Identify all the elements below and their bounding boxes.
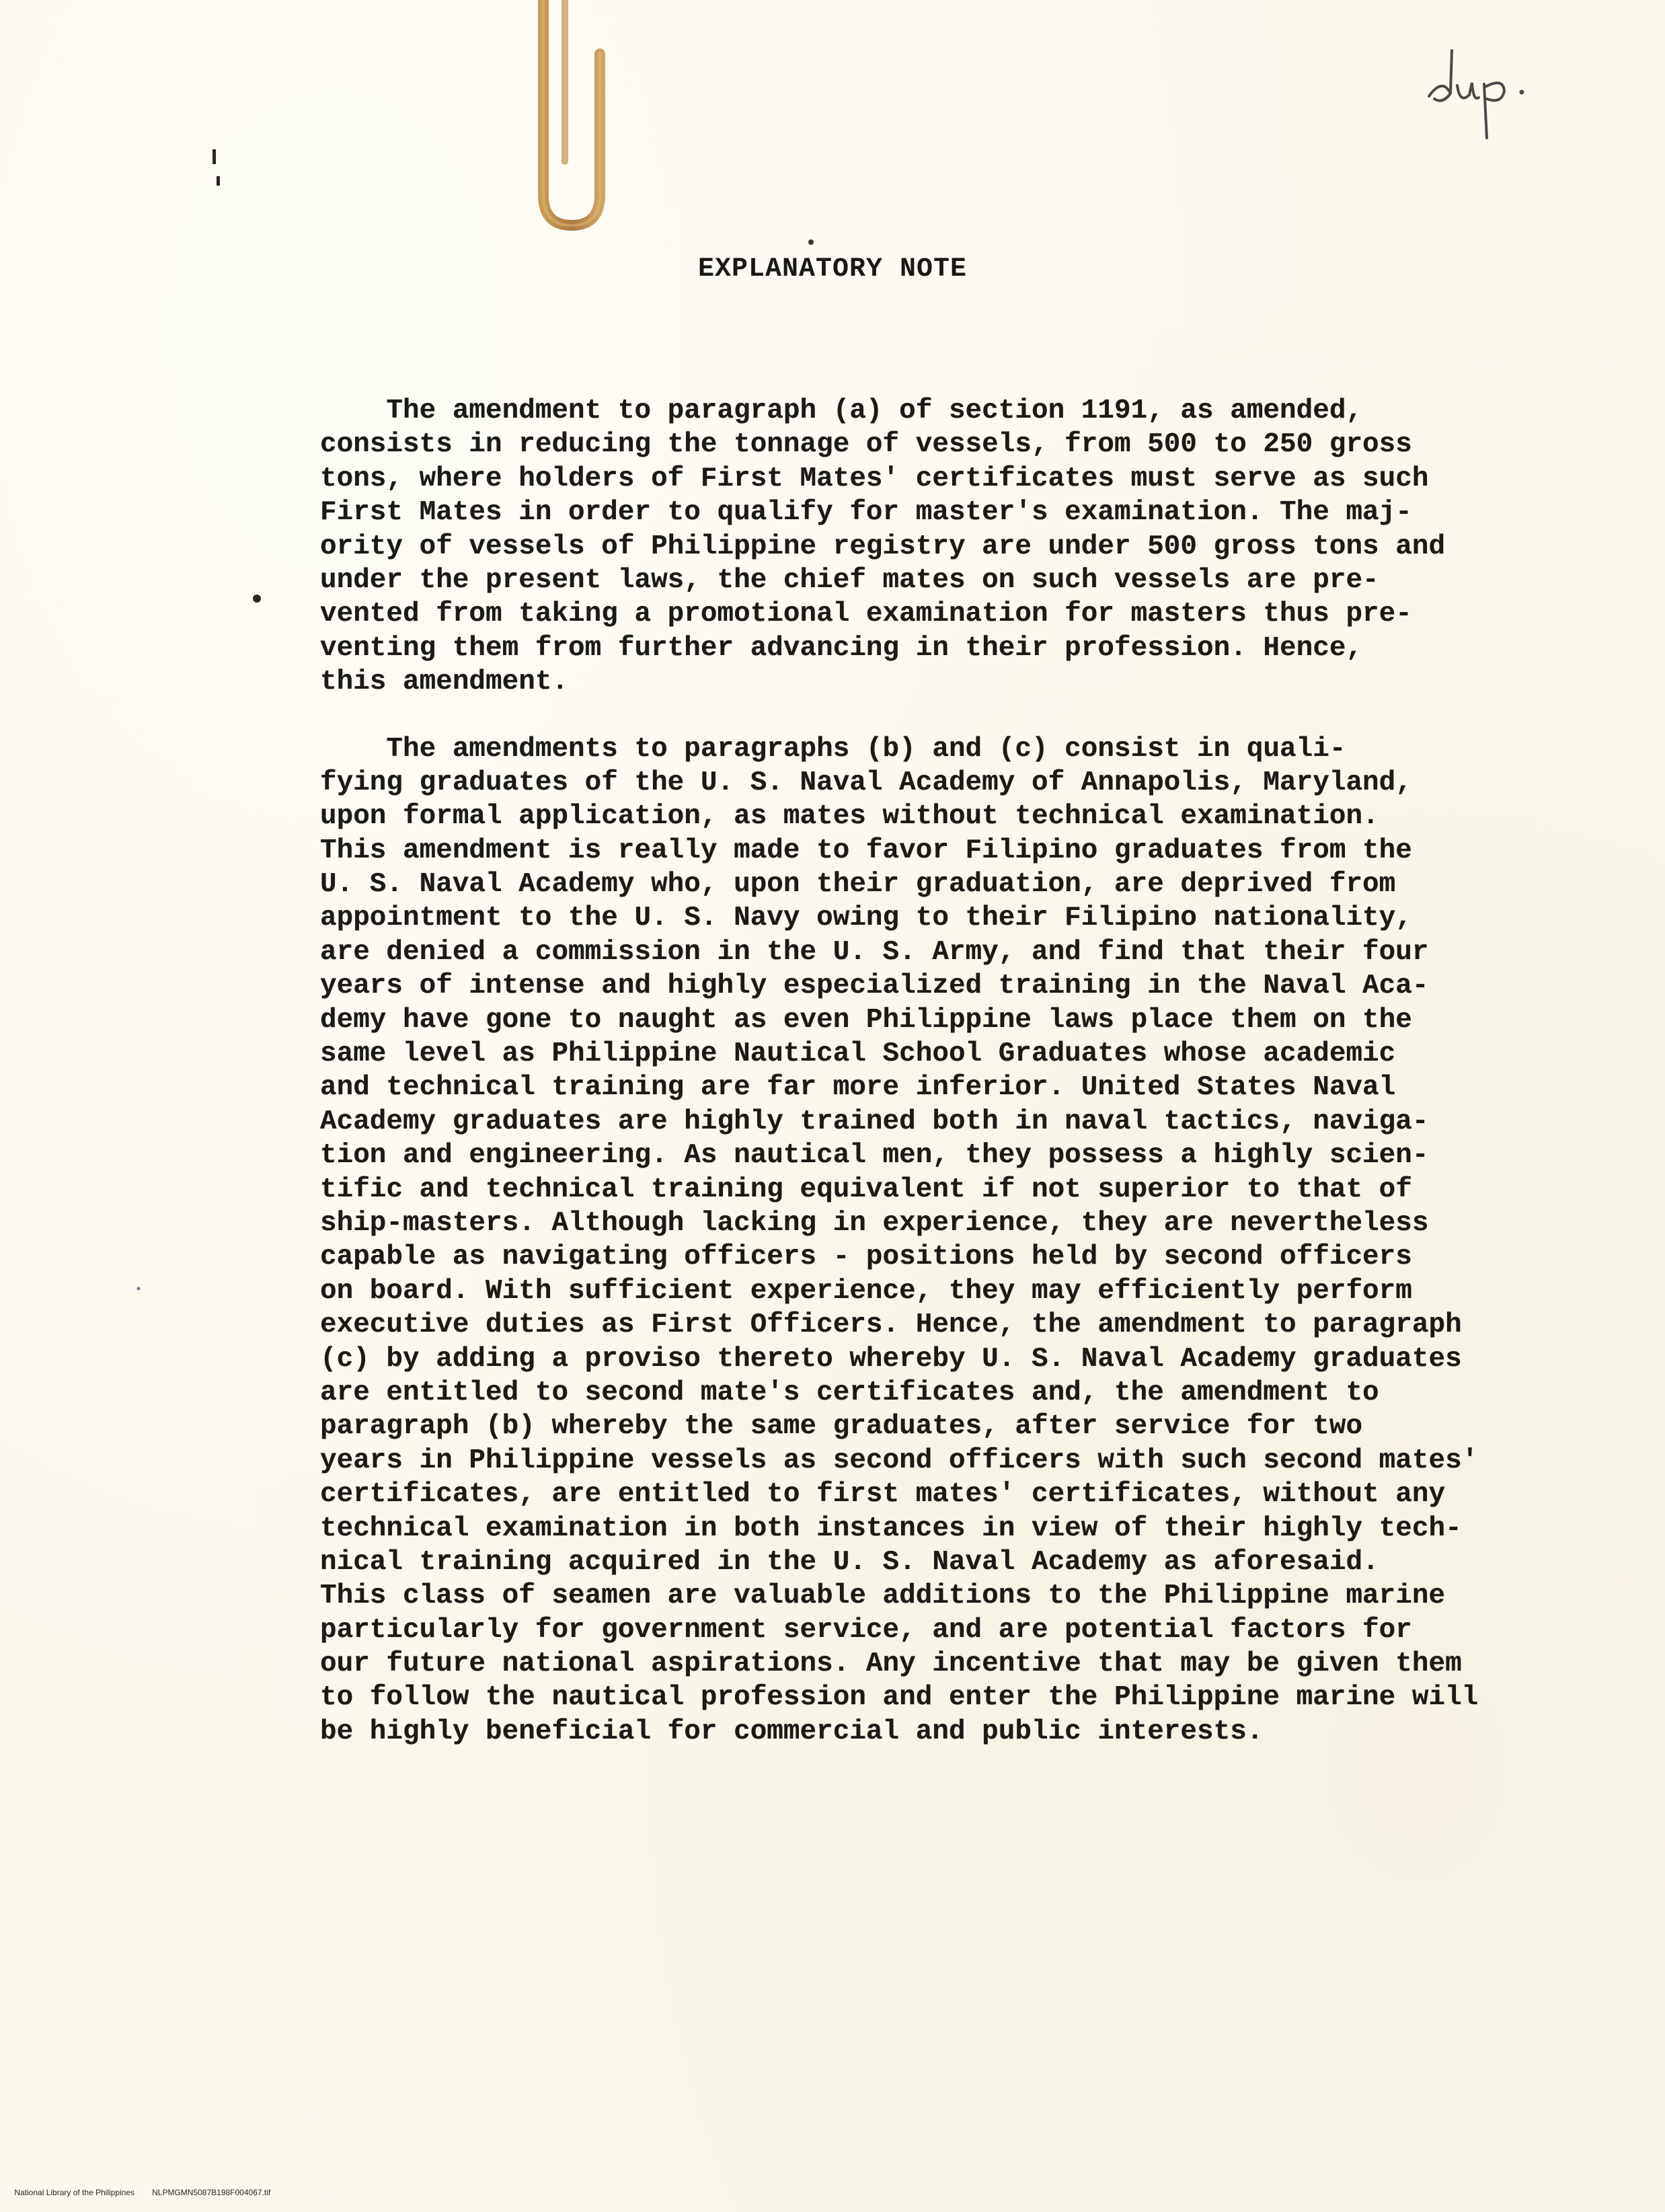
handwritten-annotation (1422, 37, 1530, 145)
text-line: This amendment is really made to favor Filipino graduates from the (320, 835, 1412, 866)
text-line: Academy graduates are highly trained both in naval tactics, naviga- (320, 1106, 1429, 1137)
text-line: tific and technical training equivalent if not superior to that of (320, 1174, 1412, 1205)
text-line: to follow the nautical profession and enter the Philippine marine will (320, 1682, 1479, 1714)
text-line: this amendment. (320, 666, 569, 698)
text-line: same level as Philippine Nautical School Graduates whose academic (320, 1038, 1396, 1070)
scan-footer (5, 2178, 288, 2207)
text-line: (c) by adding a proviso thereto whereby U. S. Naval Academy graduates (320, 1343, 1462, 1375)
text-line: consists in reducing the tonnage of vessels, from 500 to 250 gross (320, 429, 1412, 461)
text-line: tons, where holders of First Mates' certificates must serve as such (320, 463, 1429, 494)
text-line: vented from taking a promotional examination for masters thus pre- (320, 599, 1412, 630)
text-line: ship-masters. Although lacking in experience, they are nevertheless (320, 1207, 1429, 1239)
text-line: paragraph (b) whereby the same graduates, after service for two (320, 1411, 1363, 1443)
footer-file-id: NLPMGMN5087B198F004067.tif (152, 2188, 271, 2197)
text-line: capable as navigating officers - positions held by second officers (320, 1242, 1412, 1273)
text-line: The amendment to paragraph (a) of section 1191, as amended, (320, 395, 1363, 426)
text-line: particularly for government service, and are potential factors for (320, 1614, 1412, 1646)
text-line: appointment to the U. S. Navy owing to their Filipino nationality, (320, 903, 1412, 934)
footer-library-name: National Library of the Philippines (14, 2188, 135, 2197)
paragraph-2 (320, 732, 1551, 1749)
text-line: demy have gone to naught as even Philippine laws place them on the (320, 1004, 1412, 1036)
text-line: are entitled to second mate's certificates and, the amendment to (320, 1377, 1379, 1408)
text-line: are denied a commission in the U. S. Army, and find that their four (320, 936, 1429, 968)
text-line: technical examination in both instances in view of their highly tech- (320, 1513, 1462, 1544)
text-line: nical training acquired in the U. S. Naval Academy as aforesaid. (320, 1546, 1379, 1578)
text-line: certificates, are entitled to first mates' certificates, without any (320, 1479, 1446, 1511)
text-line: fying graduates of the U. S. Naval Academy of Annapolis, Maryland, (320, 767, 1412, 798)
text-line: This class of seamen are valuable additions to the Philippine marine (320, 1580, 1446, 1612)
page-title: EXPLANATORY NOTE (697, 254, 968, 284)
text-line: years of intense and highly especialized training in the Naval Aca- (320, 970, 1429, 1002)
text-line: U. S. Naval Academy who, upon their graduation, are deprived from (320, 869, 1396, 901)
paragraph-1 (320, 394, 1551, 699)
text-line: years in Philippine vessels as second officers with such second mates' (320, 1445, 1479, 1476)
text-line: be highly beneficial for commercial and public interests. (320, 1716, 1264, 1747)
text-line: and technical training are far more inferior. United States Naval (320, 1072, 1396, 1104)
text-line: venting them from further advancing in their profession. Hence, (320, 632, 1363, 664)
text-line: tion and engineering. As nautical men, they possess a highly scien- (320, 1140, 1429, 1172)
text-line: executive duties as First Officers. Hence, the amendment to paragraph (320, 1309, 1462, 1341)
text-line: The amendments to paragraphs (b) and (c) consist in quali- (320, 733, 1346, 765)
text-line: under the present laws, the chief mates on such vessels are pre- (320, 564, 1379, 596)
paperclip-rust-stain-icon (525, 0, 619, 242)
text-line: First Mates in order to qualify for master's examination. The maj- (320, 497, 1412, 529)
text-line: our future national aspirations. Any incentive that may be given them (320, 1648, 1462, 1680)
text-line: ority of vessels of Philippine registry are under 500 gross tons and (320, 531, 1446, 562)
explanatory-note-body (320, 394, 1551, 1782)
text-line: upon formal application, as mates without technical examination. (320, 801, 1379, 833)
text-line: on board. With sufficient experience, they may efficiently perform (320, 1275, 1412, 1307)
